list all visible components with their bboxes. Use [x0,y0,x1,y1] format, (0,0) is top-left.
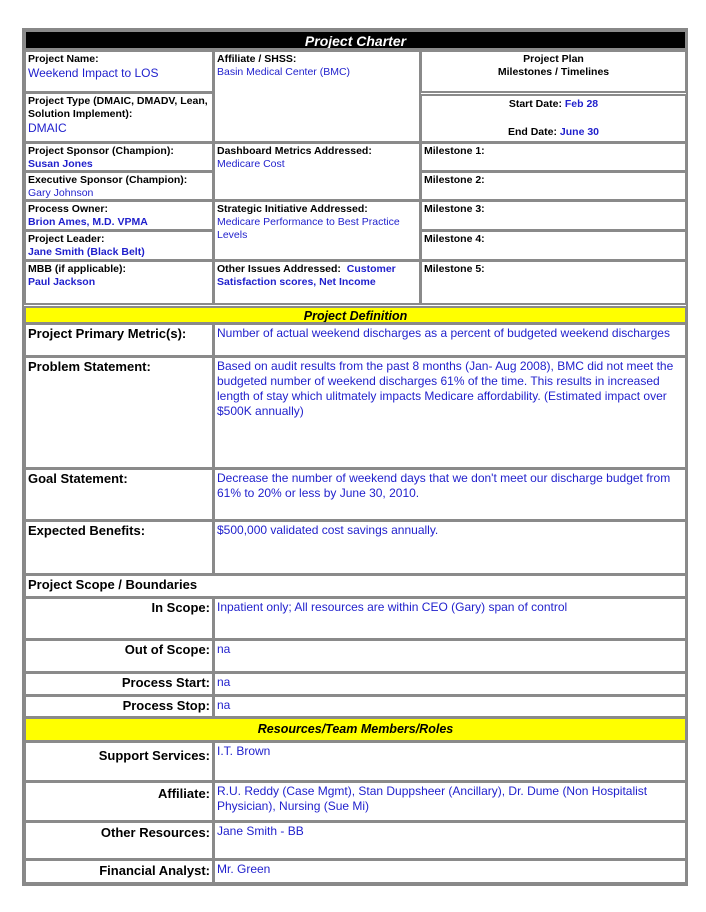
affiliate-cell [213,50,421,143]
project-definition-header: Project Definition [24,306,687,324]
benefits-value: $500,000 validated cost savings annually. [217,523,439,537]
exec-sponsor-cell [24,171,214,201]
financial-value: Mr. Green [217,862,271,876]
goal-value-cell [213,468,687,521]
milestone-1-label: Milestone 1: [424,145,485,157]
milestone-2-label: Milestone 2: [424,174,485,186]
milestone-1-cell [420,142,687,172]
primary-metric-value: Number of actual weekend discharges as a percent of budgeted weekend discharges [217,326,670,340]
resources-header: Resources/Team Members/Roles [24,717,687,742]
process-stop-label: Process Stop: [122,698,210,713]
in-scope-label: In Scope: [151,600,210,615]
mbb-value: Paul Jackson [28,276,96,288]
sponsor-cell [24,142,214,172]
dashboard-cell [213,142,421,201]
sponsor-label: Project Sponsor (Champion): [28,145,174,157]
process-start-value: na [217,675,231,689]
benefits-label: Expected Benefits: [28,523,146,538]
process-owner-label: Process Owner: [28,203,108,215]
goal-value: Decrease the number of weekend days that we don't meet our discharge budget from 61% to 20% or less by June 30, 2010. [217,471,671,500]
strategic-value: Medicare Performance to Best Practice Levels [217,216,400,241]
milestone-4-label: Milestone 4: [424,233,485,245]
financial-label-cell [24,859,214,884]
exec-sponsor-label: Executive Sponsor (Champion): [28,174,188,186]
primary-metric-label-cell [24,323,214,357]
in-scope-value: Inpatient only; All resources are within CEO (Gary) span of control [217,600,568,614]
milestone-3-label: Milestone 3: [424,203,485,215]
milestone-5-cell [420,260,687,305]
process-owner-value: Brion Ames, M.D. VPMA [28,216,148,228]
other-resources-value: Jane Smith - BB [217,824,304,838]
dashboard-value: Medicare Cost [217,158,285,170]
other-resources-value-cell [213,821,687,860]
problem-label: Problem Statement: [28,359,151,374]
benefits-value-cell [213,520,687,575]
project-leader-cell [24,230,214,261]
affiliate-value: Basin Medical Center (BMC) [217,66,351,78]
mbb-cell [24,260,214,305]
out-scope-label: Out of Scope: [124,642,210,657]
support-label-cell [24,741,214,782]
dashboard-label: Dashboard Metrics Addressed: [217,145,372,157]
out-scope-value-cell [213,639,687,673]
support-label: Support Services: [98,748,210,763]
in-scope-value-cell [213,597,687,640]
primary-metric-value-cell [213,323,687,357]
milestone-2-cell [420,171,687,201]
primary-metric-label: Project Primary Metric(s): [28,326,187,341]
process-start-value-cell [213,672,687,696]
exec-sponsor-value: Gary Johnson [28,187,94,199]
resources-affiliate-label-cell [24,781,214,822]
goal-label-cell [24,468,214,521]
problem-value-cell [213,356,687,469]
problem-label-cell [24,356,214,469]
support-value-cell [213,741,687,782]
dates-cell [420,94,687,143]
start-date-value: Feb 28 [564,98,599,110]
end-date-label: End Date: [507,126,557,138]
start-date-label: Start Date: [508,98,562,110]
affiliate-label: Affiliate / SHSS: [217,53,297,65]
other-resources-label-cell [24,821,214,860]
project-name-cell [24,50,214,93]
end-date-value: June 30 [559,126,600,138]
process-start-label: Process Start: [121,675,210,690]
problem-value: Based on audit results from the past 8 months (Jan- Aug 2008), BMC did not meet the budgeted number of weekend discharges 61% of the time. This results in increased length of stay which ulitmately impacts Medicare affordability. (Estimated impact over $500K annually) [217,359,674,418]
resources-affiliate-value: R.U. Reddy (Case Mgmt), Stan Duppsheer (Ancillary), Dr. Dume (Non Hospitalist Physician), Nursing (Sue Mi) [217,784,648,813]
milestones-timelines-label: Milestones / Timelines [497,66,610,78]
sponsor-value: Susan Jones [28,158,93,170]
mbb-label: MBB (if applicable): [28,263,127,275]
scope-title: Project Scope / Boundaries [28,577,198,592]
process-stop-label-cell [24,695,214,718]
process-stop-value: na [217,698,231,712]
resources-affiliate-value-cell [213,781,687,822]
strategic-label: Strategic Initiative Addressed: [217,203,368,215]
project-type-value: DMAIC [28,121,67,135]
support-value: I.T. Brown [217,744,271,758]
resources-affiliate-label: Affiliate: [158,786,210,801]
project-name-label: Project Name: [28,53,99,65]
out-scope-label-cell [24,639,214,673]
milestone-5-label: Milestone 5: [424,263,485,275]
milestone-3-cell [420,200,687,231]
financial-label: Financial Analyst: [99,863,210,878]
project-plan-label: Project Plan [523,53,584,65]
charter-title: Project Charter [24,30,687,50]
benefits-label-cell [24,520,214,575]
financial-value-cell [213,859,687,884]
project-leader-label: Project Leader: [28,233,105,245]
scope-title-cell [24,574,687,598]
milestone-4-cell [420,230,687,261]
process-start-label-cell [24,672,214,696]
project-type-label: Project Type (DMAIC, DMADV, Lean, Solution Implement): [28,95,208,120]
other-resources-label: Other Resources: [100,825,210,840]
in-scope-label-cell [24,597,214,640]
process-owner-cell [24,200,214,231]
out-scope-value: na [217,642,231,656]
other-issues-label: Other Issues Addressed: [217,263,341,275]
goal-label: Goal Statement: [28,471,128,486]
other-issues-cell [213,260,421,305]
project-plan-cell [420,50,687,93]
project-leader-value: Jane Smith (Black Belt) [28,246,145,258]
project-name-value: Weekend Impact to LOS [28,66,159,80]
strategic-cell [213,200,421,261]
project-type-cell [24,92,214,143]
process-stop-value-cell [213,695,687,718]
other-issues-value: Customer Satisfaction scores, Net Income [217,263,396,288]
